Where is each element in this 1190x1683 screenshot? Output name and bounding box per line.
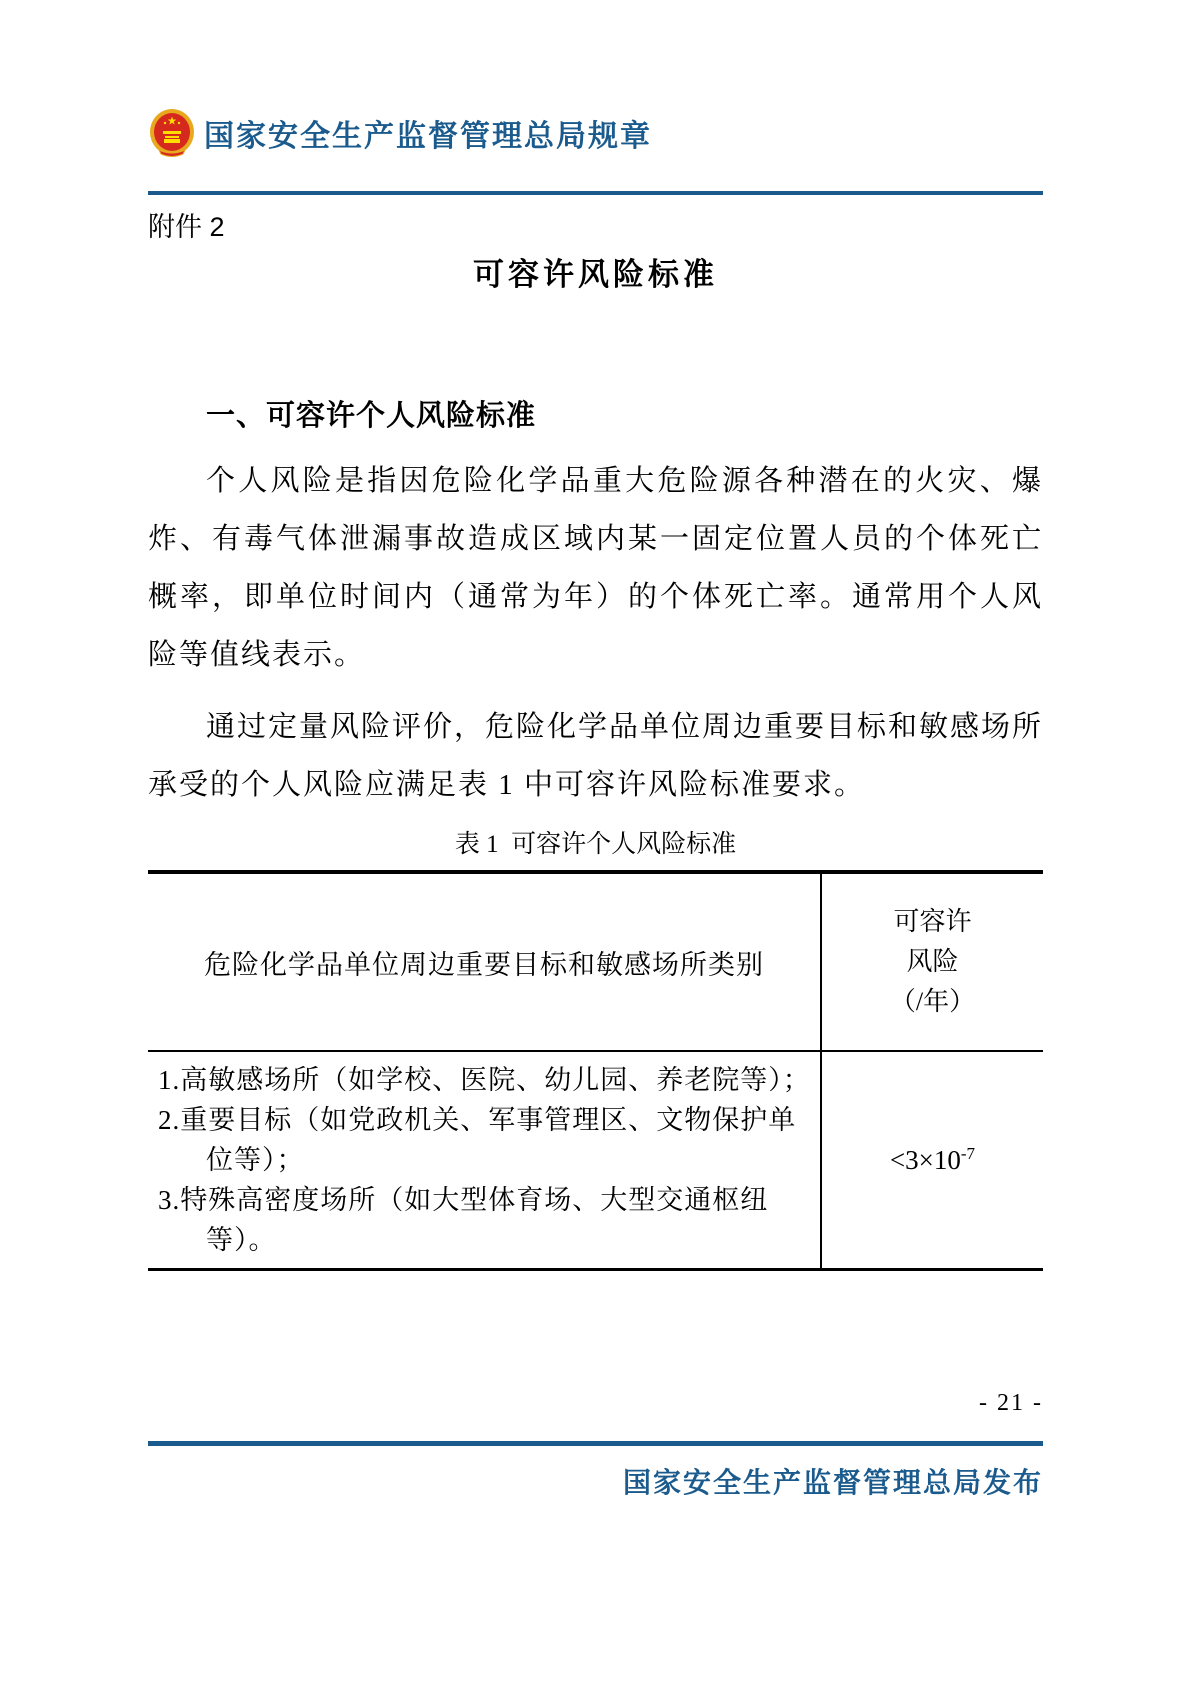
table-caption: 表 1 可容许个人风险标准 (454, 831, 737, 858)
category-item-3: 3.特殊高密度场所（如大型体育场、大型交通枢纽等）。 (158, 1185, 769, 1255)
category-item-2: 2.重要目标（如党政机关、军事管理区、文物保护单位等）； (158, 1105, 797, 1175)
document-title: 可容许风险标准 (473, 257, 718, 292)
header-rule (148, 191, 1043, 195)
risk-value-cell (821, 1051, 1043, 1270)
risk-value: <3×10 (889, 1145, 961, 1175)
document-header (148, 108, 1043, 158)
risk-header-cell (821, 872, 1043, 1051)
table-header-row (148, 872, 1043, 1051)
section-heading: 一、可容许个人风险标准 (206, 400, 537, 432)
paragraph-individual-risk-definition: 个人风险是指因危险化学品重大危险源各种潜在的火灾、爆炸、有毒气体泄漏事故造成区域内某一固定位置人员的个体死亡概率，即单位时间内（通常为年）的个体死亡率。通常用个人风险等值线表示。 (148, 465, 1043, 671)
risk-header-line-1: 可容许 (893, 907, 972, 936)
footer-rule (148, 1441, 1043, 1446)
national-emblem-icon (148, 108, 196, 158)
page-number: - 21 - (979, 1390, 1043, 1416)
document-body (148, 396, 1043, 1271)
category-item-1: 1.高敏感场所（如学校、医院、幼儿园、养老院等）； (158, 1065, 811, 1095)
attachment-label: 附件 2 (148, 212, 225, 242)
category-header-label: 危险化学品单位周边重要目标和敏感场所类别 (204, 949, 764, 980)
risk-header-line-3: （/年） (889, 987, 976, 1016)
risk-header-line-2: 风险 (906, 947, 959, 976)
category-header-cell (148, 872, 821, 1051)
tolerable-risk-table (148, 870, 1043, 1271)
publisher-label: 国家安全生产监督管理总局发布 (622, 1467, 1043, 1498)
category-cell (148, 1051, 821, 1270)
paragraph-quantitative-assessment: 通过定量风险评价，危险化学品单位周边重要目标和敏感场所承受的个人风险应满足表 1 中可容许风险标准要求。 (148, 711, 1044, 801)
table-data-row (148, 1051, 1043, 1270)
agency-title: 国家安全生产监督管理总局规章 (204, 120, 652, 153)
risk-value-exponent: -7 (960, 1144, 976, 1163)
